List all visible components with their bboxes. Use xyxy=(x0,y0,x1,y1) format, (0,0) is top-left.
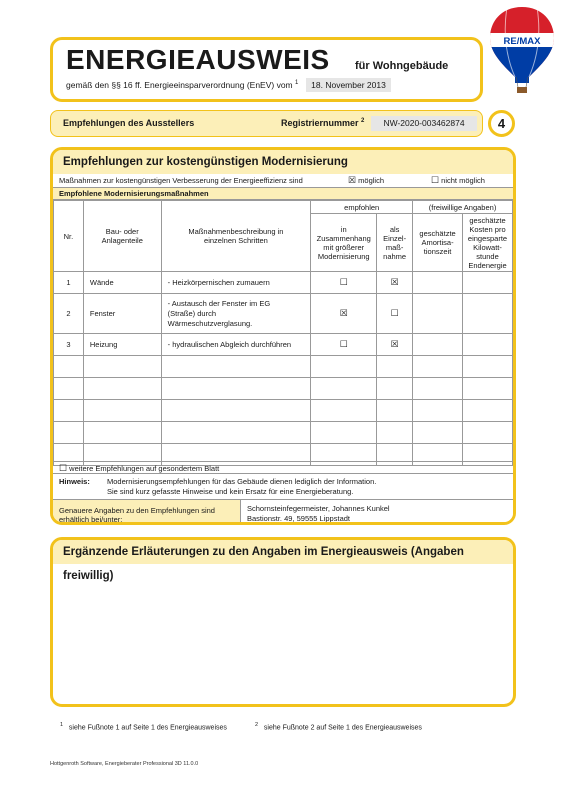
contact-label-1: Genauere Angaben zu den Empfehlungen sind xyxy=(59,506,215,515)
regulation-line xyxy=(66,80,298,90)
row-in-context-checkbox[interactable] xyxy=(311,294,377,334)
row-amortization[interactable] xyxy=(413,294,463,334)
col-part xyxy=(83,201,161,272)
cell-empty[interactable] xyxy=(54,378,84,400)
row-description: - Heizkörpernischen zumauern xyxy=(161,272,311,294)
row-description xyxy=(161,294,311,334)
checkbox-checked-icon[interactable]: ☒ xyxy=(390,339,399,349)
col-individual xyxy=(377,214,413,272)
checkbox-empty-icon[interactable]: ☐ xyxy=(431,175,440,185)
row-individual-checkbox[interactable] xyxy=(377,334,413,356)
contact-field[interactable] xyxy=(240,500,515,525)
row-cost[interactable] xyxy=(463,294,513,334)
hint-text-2: Sie sind kurz gefasste Hinweise und kein Ersatz für eine Energieberatung. xyxy=(107,487,354,496)
col-ctx-l1: in xyxy=(340,224,347,234)
row-description: - hydraulischen Abgleich durchführen xyxy=(161,334,311,356)
option-not-possible[interactable] xyxy=(431,175,485,186)
table-row-empty xyxy=(54,422,513,444)
table-row xyxy=(54,294,513,334)
checkbox-checked-icon[interactable]: ☒ xyxy=(348,175,357,185)
table-row xyxy=(54,334,513,356)
row-part: Fenster xyxy=(83,294,161,334)
cell-empty[interactable] xyxy=(83,378,161,400)
col-cost-l5: stunde xyxy=(476,251,499,261)
registration-label-text: Registriernummer xyxy=(281,118,359,128)
logo-wordmark: RE/MAX xyxy=(503,36,541,47)
checkbox-checked-icon[interactable]: ☒ xyxy=(339,308,348,318)
software-credit: Hottgenroth Software, Energieberater Professional 3D 11.0.0 xyxy=(50,761,199,767)
contact-label-2: erhältlich bei/unter: xyxy=(59,515,123,524)
contact-value-1: Schornsteinfegermeister, Johannes Kunkel xyxy=(247,504,390,513)
issuer-recommendations-bar xyxy=(50,110,516,137)
cell-empty[interactable] xyxy=(413,400,463,422)
measures-table xyxy=(53,200,513,466)
cell-empty[interactable] xyxy=(413,378,463,400)
row-part: Heizung xyxy=(83,334,161,356)
cell-empty[interactable] xyxy=(463,378,513,400)
col-desc-l2: einzelnen Schritten xyxy=(204,236,268,245)
col-cost xyxy=(463,214,513,272)
row-nr: 2 xyxy=(54,294,84,334)
cell-empty[interactable] xyxy=(311,378,377,400)
cell-empty[interactable] xyxy=(463,400,513,422)
checkbox-checked-icon[interactable]: ☒ xyxy=(390,277,399,287)
row-amortization[interactable] xyxy=(413,334,463,356)
row-desc-l3: Wärmeschutzverglasung. xyxy=(167,318,253,328)
option-not-possible-label: nicht möglich xyxy=(441,176,485,185)
col-description xyxy=(161,201,311,272)
col-cost-l3: eingesparte xyxy=(467,233,508,243)
footnote-ref-1: 1 xyxy=(295,80,299,87)
explanations-title: Ergänzende Erläuterungen zu den Angaben im Energieausweis (Angaben freiwillig) xyxy=(53,540,513,564)
modernization-section xyxy=(50,147,516,525)
col-part-l2: Anlagenteile xyxy=(101,236,143,245)
checkbox-empty-icon[interactable]: ☐ xyxy=(339,339,348,349)
checkbox-empty-icon[interactable]: ☐ xyxy=(339,277,348,287)
document-title: ENERGIEAUSWEIS xyxy=(66,44,330,75)
col-ind-l3: maß- xyxy=(385,242,404,252)
footnote-1-mark: 1 xyxy=(60,722,64,728)
cell-empty[interactable] xyxy=(83,356,161,378)
cell-empty[interactable] xyxy=(161,400,311,422)
section-title: Empfehlungen zur kostengünstigen Modernisierung xyxy=(53,150,513,174)
cell-empty[interactable] xyxy=(54,356,84,378)
cell-empty[interactable] xyxy=(83,422,161,444)
document-title-suffix: für Wohngebäude xyxy=(355,60,449,72)
row-part: Wände xyxy=(83,272,161,294)
table-row xyxy=(54,272,513,294)
col-part-l1: Bau- oder xyxy=(105,227,139,236)
recommended-measures-heading: Empfohlene Modernisierungsmaßnahmen xyxy=(53,188,513,200)
col-amortization xyxy=(413,214,463,272)
further-recommendations-label: weitere Empfehlungen auf gesondertem Blatt xyxy=(69,464,220,473)
issuer-band xyxy=(50,110,483,137)
col-desc-l1: Maßnahmenbeschreibung in xyxy=(188,227,284,236)
cell-empty[interactable] xyxy=(413,356,463,378)
row-nr: 3 xyxy=(54,334,84,356)
cell-empty[interactable] xyxy=(413,422,463,444)
measures-possible-text: Maßnahmen zur kostengünstigen Verbesserung der Energieeffizienz sind xyxy=(59,176,303,185)
table-row-empty xyxy=(54,356,513,378)
regulation-text: gemäß den §§ 16 ff. Energieeinsparverordnung (EnEV) vom xyxy=(66,80,293,90)
row-cost[interactable] xyxy=(463,334,513,356)
col-voluntary: (freiwillige Angaben) xyxy=(413,201,513,214)
col-ctx-l2: Zusammenhang xyxy=(316,233,371,243)
col-recommended: empfohlen xyxy=(311,201,413,214)
row-individual-checkbox[interactable] xyxy=(377,294,413,334)
option-possible-label: möglich xyxy=(358,176,385,185)
col-nr: Nr. xyxy=(54,201,84,272)
col-cost-l1: geschätzte xyxy=(469,215,506,225)
cell-empty[interactable] xyxy=(311,356,377,378)
cell-empty[interactable] xyxy=(54,400,84,422)
col-in-context xyxy=(311,214,377,272)
footnote-1 xyxy=(60,722,227,731)
row-in-context-checkbox[interactable] xyxy=(311,272,377,294)
remax-balloon-logo xyxy=(487,5,557,100)
cell-empty[interactable] xyxy=(377,400,413,422)
col-ctx-l3: mit größerer xyxy=(323,242,365,252)
col-ind-l4: nahme xyxy=(383,251,407,261)
cell-empty[interactable] xyxy=(311,400,377,422)
row-desc-l2: (Straße) durch xyxy=(167,308,216,318)
option-possible[interactable] xyxy=(348,175,384,186)
explanations-section[interactable] xyxy=(50,537,516,707)
cell-empty[interactable] xyxy=(377,356,413,378)
col-am-l3: tionszeit xyxy=(423,247,452,256)
cell-empty[interactable] xyxy=(161,356,311,378)
col-ind-l2: Einzel- xyxy=(383,233,407,243)
checkbox-empty-icon[interactable]: ☐ xyxy=(59,463,68,473)
measures-possible-row xyxy=(53,174,513,188)
issuer-recommendations-label: Empfehlungen des Ausstellers xyxy=(63,118,195,128)
cell-empty[interactable] xyxy=(463,422,513,444)
cell-empty[interactable] xyxy=(83,400,161,422)
footnote-ref-2: 2 xyxy=(361,118,365,124)
contact-row xyxy=(53,499,513,525)
contact-value-2: Bastionstr. 49, 59555 Lippstadt xyxy=(247,514,350,523)
table-row-empty xyxy=(54,400,513,422)
footnote-1-text: siehe Fußnote 1 auf Seite 1 des Energieausweises xyxy=(68,724,227,732)
cell-empty[interactable] xyxy=(311,422,377,444)
further-recommendations-row xyxy=(53,461,513,473)
col-cost-l6: Endenergie xyxy=(468,260,507,270)
row-nr: 1 xyxy=(54,272,84,294)
row-amortization[interactable] xyxy=(413,272,463,294)
cell-empty[interactable] xyxy=(161,422,311,444)
cell-empty[interactable] xyxy=(377,422,413,444)
footnote-2-mark: 2 xyxy=(255,722,259,728)
cell-empty[interactable] xyxy=(54,422,84,444)
cell-empty[interactable] xyxy=(463,356,513,378)
page-number-badge: 4 xyxy=(488,110,515,137)
hint-box xyxy=(53,473,513,499)
row-desc-l1: - Austausch der Fenster im EG xyxy=(167,298,271,308)
col-am-l1: geschätzte xyxy=(419,229,456,238)
cell-empty[interactable] xyxy=(377,378,413,400)
checkbox-empty-icon[interactable]: ☐ xyxy=(390,308,399,318)
col-am-l2: Amortisa- xyxy=(421,238,454,247)
row-in-context-checkbox[interactable] xyxy=(311,334,377,356)
col-ind-l1: als xyxy=(389,224,400,234)
registration-number-field[interactable]: NW-2020-003462874 xyxy=(371,116,477,131)
row-individual-checkbox[interactable] xyxy=(377,272,413,294)
footnote-2-text: siehe Fußnote 2 auf Seite 1 des Energieausweises xyxy=(263,724,422,732)
col-ctx-l4: Modernisierung xyxy=(317,251,370,261)
footnote-2 xyxy=(255,722,422,731)
table-row-empty xyxy=(54,378,513,400)
hint-label: Hinweis: xyxy=(59,477,90,486)
header-box xyxy=(50,37,483,102)
row-cost[interactable] xyxy=(463,272,513,294)
col-cost-l4: Kilowatt- xyxy=(473,242,502,252)
hint-text-1: Modernisierungsempfehlungen für das Gebäude dienen lediglich der Information. xyxy=(107,477,377,486)
col-cost-l2: Kosten pro xyxy=(469,224,506,234)
cell-empty[interactable] xyxy=(161,378,311,400)
registration-label xyxy=(281,118,364,128)
regulation-date-field[interactable]: 18. November 2013 xyxy=(306,78,391,92)
